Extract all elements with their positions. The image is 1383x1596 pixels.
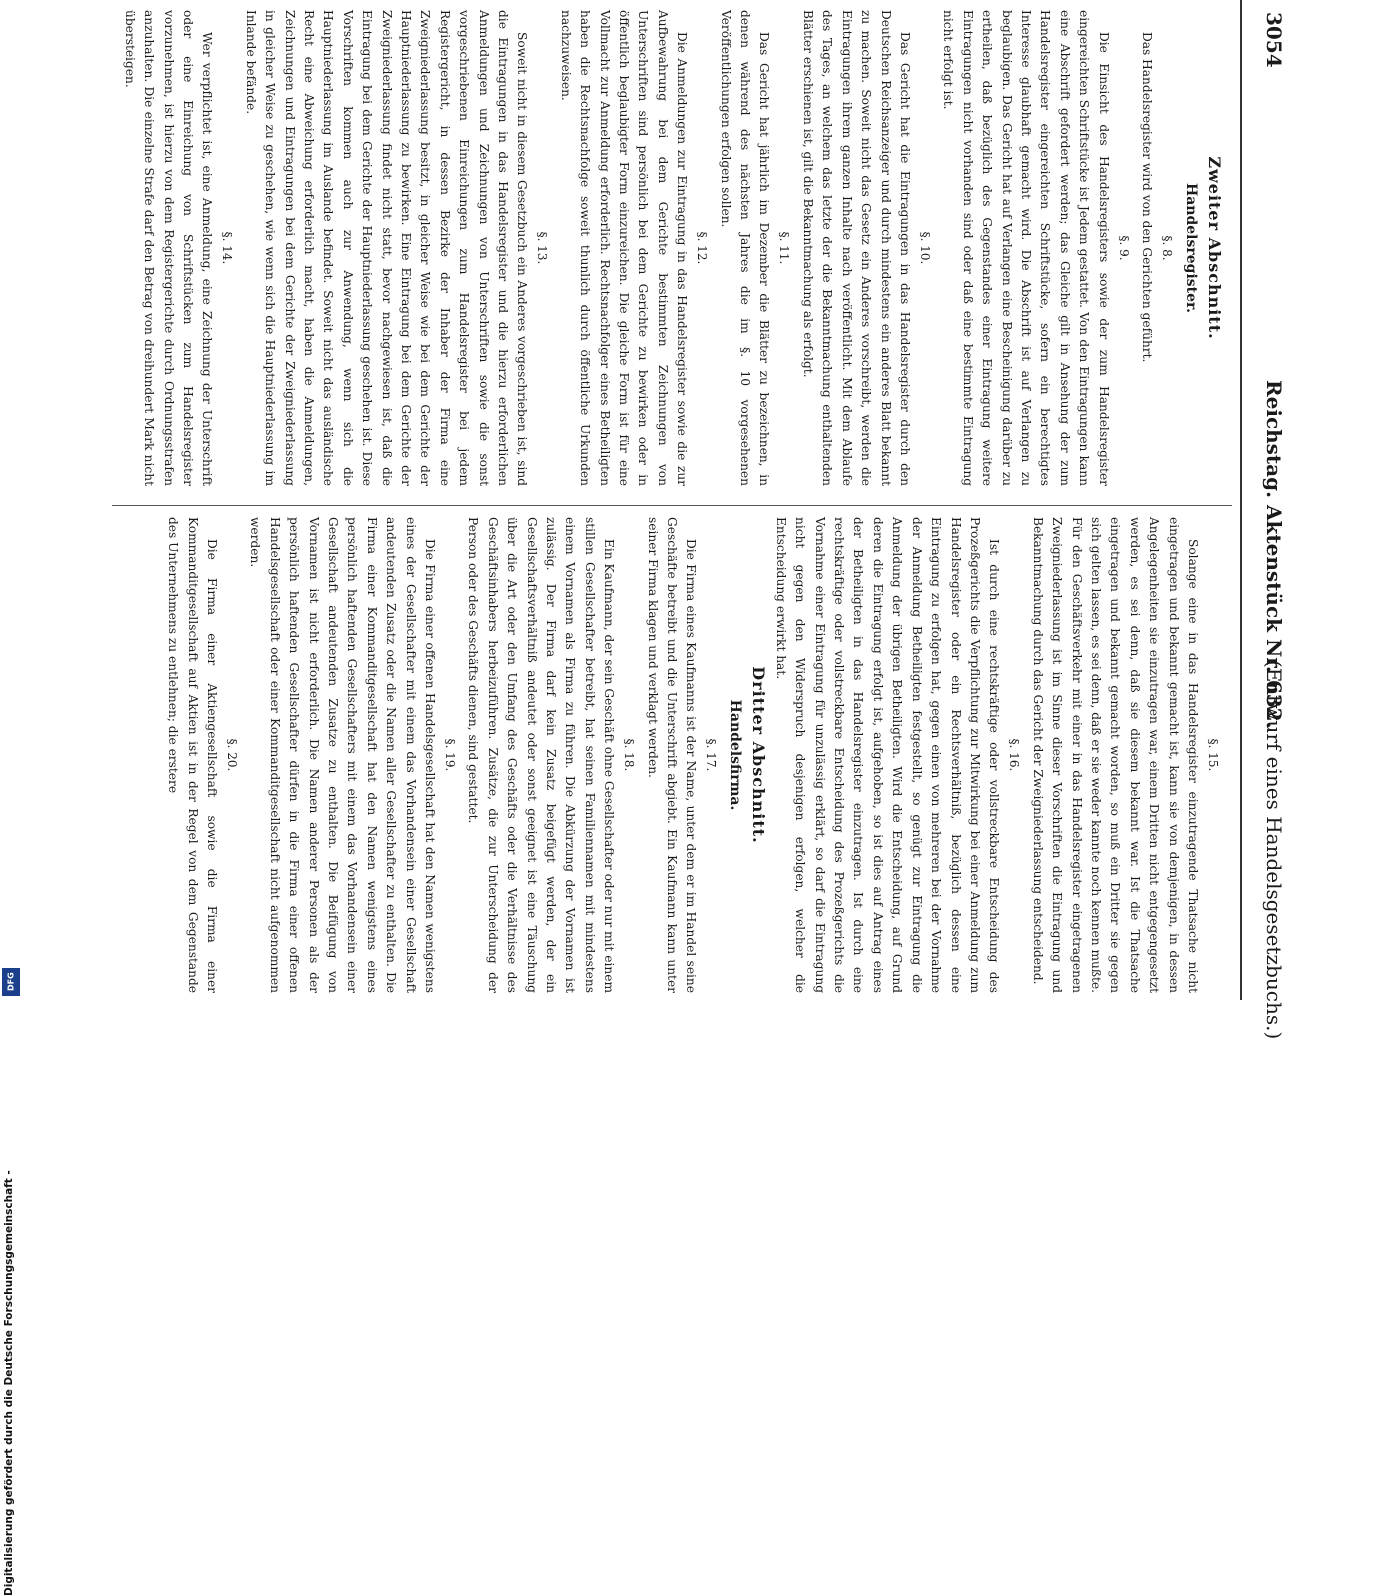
paragraph-list [770, 517, 1222, 993]
paragraph-list [163, 517, 721, 993]
digitization-credit: Digitalisierung gefördert durch die Deutsche Forschungsgemeinschaft - [3, 1170, 15, 1596]
header-subtitle: (Entwurf eines Handelsgesetzbuchs.) [1262, 660, 1286, 1040]
paragraph-text: Das Gericht hat die Eintragungen in das Handelsregister durch den Deutschen Reichsanzeiger und durch mindestens ein anderes Blatt bekannt zu machen. Soweit nicht das Gesetz ein Anderes vorschreibt, werden die Eintragungen ihrem ganzen Inhalte nach veröffentlicht. Mit dem Ablaufe des Tages, an welchem das letzte der die Bekanntmachung enthaltenden Blätter erschienen ist, gilt die Bekanntmachung als erfolgt. [800, 10, 912, 486]
paragraph-number: §. 8. [1160, 235, 1174, 261]
section-subheading: Handelsregister. [1183, 183, 1199, 313]
paragraph-text: Wer verpflichtet ist, eine Anmeldung, eine Zeichnung der Unterschrift oder eine Einreichung von Schriftstücken zum Handelsregister vorzunehmen, ist hierzu von dem Registergerichte durch Ordnungsstrafen anzuhalten. Die einzelne Strafe darf den Betrag von dreihundert Mark nicht übersteigen. [122, 10, 215, 486]
paragraph-text: Das Handelsregister wird von den Gerichten geführt. [1140, 32, 1154, 363]
paragraph-text: Solange eine in das Handelsregister einzutragende Thatsache nicht eingetragen und bekannt gemacht ist, kann sie von demjenigen, in dessen Angelegenheiten sie einzutragen war, einem Dritten nicht entgegengesetzt werden, es sei denn, daß sie diesem bekannt war. Ist die Thatsache eingetragen und bekannt gemacht worden, so muß ein Dritter sie gegen sich gelten lassen, es sei denn, daß er sie weder kannte noch kennen mußte. Für den Geschäftsverkehr mit einer in das Handelsregister eingetragenen Zweigniederlassung ist im Sinne dieser Vorschriften die Eintragung und Bekanntmachung durch das Gericht der Zweigniederlassung entscheidend. [1030, 517, 1200, 993]
section-heading: Dritter Abschnitt. [749, 666, 769, 844]
paragraph-number: §. 20. [224, 738, 239, 772]
paragraph-number: §. 10. [917, 231, 932, 265]
paragraph-text: Soweit nicht in diesem Gesetzbuch ein Anderes vorgeschrieben ist, sind die Eintragungen in das Handelsregister und die hierzu erforderlichen Anmeldungen und Zeichnungen von Unterschriften sowie die sonst vorgeschriebenen Einreichungen zum Handelsregister bei jedem Registergericht, in dessen Bezirke der Inhaber der Firma eine Zweigniederlassung besitzt, in gleicher Weise wie bei dem Gerichte der Hauptniederlassung zu bewirken. Eine Eintragung bei dem Gerichte der Zweigniederlassung findet nicht statt, bevor nachgewiesen ist, daß die Eintragung bei dem Gerichte der Hauptniederlassung geschehen ist. Diese Vorschriften kommen auch zur Anwendung, wenn sich die Hauptniederlassung im Auslande befindet. Soweit nicht das ausländische Recht eine Abweichung erforderlich macht, haben die Anmeldungen, Zeichnungen und Eintragungen bei dem Gerichte der Zweigniederlassung in gleicher Weise zu geschehen, wie wenn sich die Hauptniederlassung im Inlande befände. [243, 10, 530, 486]
digitization-sidebar [0, 606, 22, 1596]
right-column [163, 517, 1226, 993]
paragraph-text: Ist durch eine rechtskräftige oder vollstreckbare Entscheidung des Prozeßgerichts die Verpflichtung zur Mitwirkung bei einer Anmeldung zum Handelsregister oder ein Rechtsverhältniß, bezüglich dessen eine Eintragung zu erfolgen hat, gegen einen von mehreren bei der Vornahme der Anmeldung Betheiligten festgestellt, so genügt zur Eintragung die Anmeldung der übrigen Betheiligten. Wird die Entscheidung, auf Grund deren die Eintragung erfolgt ist, aufgehoben, so ist dies auf Antrag eines der Betheiligten in das Handelsregister einzutragen. Ist durch eine rechtskräftige oder vollstreckbare Entscheidung des Prozeßgerichts die Vornahme einer Eintragung für unzulässig erklärt, so darf die Eintragung nicht gegen den Widerspruch desjenigen erfolgen, welcher die Entscheidung erwirkt hat. [773, 517, 1002, 993]
paragraph-number: §. 11. [777, 231, 792, 265]
paragraph-text: Die Firma eines Kaufmanns ist der Name, unter dem er im Handel seine Geschäfte betreibt und die Unterschrift abgiebt. Ein Kaufmann kann unter seiner Firma klagen und verklagt werden. [645, 517, 699, 993]
paragraph-number: §. 9. [1116, 235, 1131, 261]
header-rule [1240, 0, 1242, 1000]
paragraph-number: §. 12. [695, 231, 710, 265]
page-header [1250, 0, 1300, 1040]
section-subheading: Handelsfirma. [727, 699, 744, 811]
paragraph-text: Ein Kaufmann, der sein Geschäft ohne Gesellschafter oder nur mit einem stillen Gesellschafter betreibt, hat seinen Familiennamen mit mindestens einem Vornamen als Firma zu führen. Die Abkürzung der Vornamen ist zulässig. Der Firma darf kein Zusatz beigefügt werden, der ein Gesellschaftsverhältniß andeutet oder sonst geeignet ist eine Täuschung über die Art oder den Umfang des Geschäfts oder die Verhältnisse des Geschäftsinhabers herbeizuführen. Zusätze, die zur Unterscheidung der Person oder des Geschäfts dienen, sind gestattet. [466, 517, 617, 994]
paragraph-number: §. 15. [1206, 738, 1220, 772]
paragraph-text: Die Firma einer offenen Handelsgesellschaft hat den Namen wenigstens eines der Gesellschafter mit einem das Vorhandensein einer Gesellschaft andeutenden Zusatz oder die Namen aller Gesellschafter zu enthalten. Die Firma einer Kommanditgesellschaft hat den Namen wenigstens eines persönlich haftenden Gesellschafters mit einem das Vorhandensein einer Gesellschaft andeutenden Zusatze zu enthalten. Die Beifügung von Vornamen ist nicht erforderlich. Die Namen anderer Personen als der persönlich haftenden Gesellschafter dürfen in die Firma einer offenen Handelsgesellschaft oder einer Kommanditgesellschaft nicht aufgenommen werden. [248, 517, 437, 993]
dfg-logo: DFG [2, 968, 20, 996]
section-heading: Zweiter Abschnitt. [1205, 156, 1224, 340]
paragraph-number: §. 16. [1007, 738, 1022, 772]
paragraph-number: §. 14. [220, 231, 235, 265]
paragraph-text: Die Firma einer Aktiengesellschaft sowie die Firma einer Kommanditgesellschaft auf Aktien ist in der Regel von dem Gegenstande des Unternehmens zu entlehnen; die erstere [166, 517, 219, 993]
rotated-page [80, 0, 1320, 1040]
left-column [119, 10, 1226, 486]
document-page [80, 0, 1320, 1040]
column-divider [112, 505, 1232, 506]
paragraph-text: Die Einsicht des Handelsregisters sowie der zum Handelsregister eingereichten Schriftstücke ist Jedem gestattet. Von den Eintragungen kann eine Abschrift gefordert werden; das Gleiche gilt in Ansehung der zum Handelsregister eingereichten Schriftstücke, sofern ein berechtigtes Interesse glaubhaft gemacht wird. Die Abschrift ist auf Verlangen zu beglaubigen. Das Gericht hat auf Verlangen eine Bescheinigung darüber zu ertheilen, daß bezüglich des Gegenstandes einer Eintragung weitere Eintragungen nicht vorhanden sind oder daß eine bestimmte Eintragung nicht erfolgt ist. [941, 10, 1111, 486]
paragraph-number: §. 13. [535, 231, 550, 265]
paragraph-text: Die Anmeldungen zur Eintragung in das Handelsregister sowie die zur Aufbewahrung bei dem Gerichte bestimmten Zeichnungen von Unterschriften sind persönlich bei dem Gerichte zu bewirken oder in öffentlich beglaubigter Form einzureichen. Die gleiche Form ist für eine Vollmacht zur Anmeldung erforderlich. Rechtsnachfolger eines Betheiligten haben die Rechtsnachfolge soweit thunlich durch öffentliche Urkunden nachzuweisen. [558, 10, 690, 486]
page-number: 3054 [1262, 12, 1286, 68]
paragraph-number: §. 18. [622, 738, 637, 772]
paragraph-list [119, 10, 1176, 486]
paragraph-number: §. 17. [704, 738, 719, 772]
paragraph-number: §. 19. [443, 738, 457, 772]
paragraph-text: Das Gericht hat jährlich im Dezember die Blätter zu bezeichnen, in denen während des nächsten Jahres die im §. 10 vorgesehenen Veröffentlichungen erfolgen sollen. [718, 10, 772, 486]
header-title: Reichstag. Aktenstück Nr. 632. [1262, 380, 1286, 729]
